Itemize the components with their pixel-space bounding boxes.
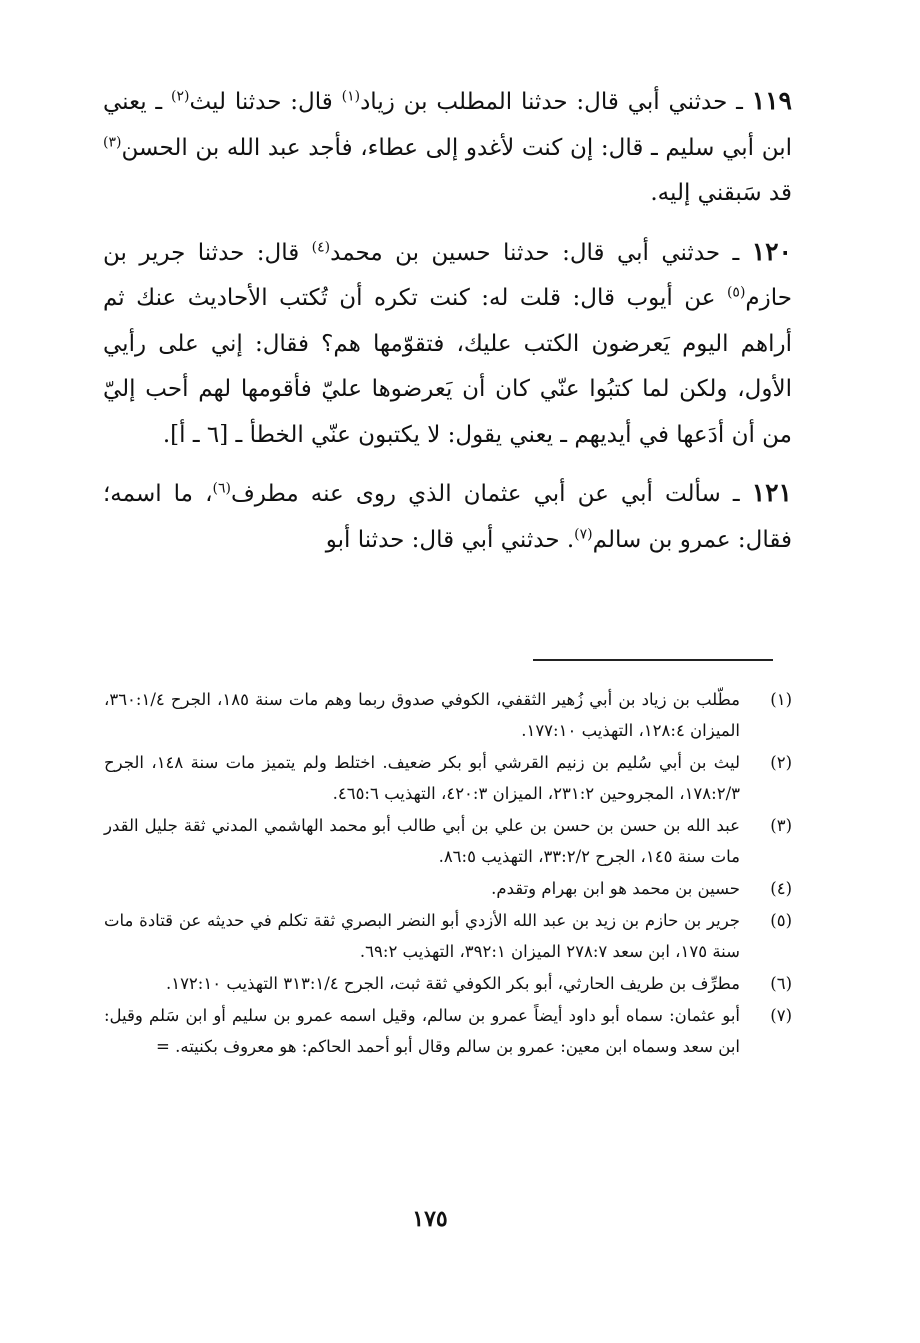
text-segment: ـ سألت أبي عن أبي عثمان الذي روى عنه مطرف bbox=[230, 481, 752, 507]
text-segment: قد سَبقني إليه. bbox=[650, 180, 792, 206]
footnote-number: (٢) bbox=[770, 753, 792, 772]
paragraph-number: ١٢٠ bbox=[751, 236, 792, 266]
text-segment: ـ حدثني أبي قال: حدثنا حسين بن محمد bbox=[330, 239, 752, 266]
paragraph-number: ١٢١ bbox=[751, 478, 792, 507]
text-segment: . حدثني أبي قال: حدثنا أبو bbox=[325, 526, 575, 553]
footnote-ref: (٦) bbox=[212, 480, 231, 497]
footnote bbox=[104, 1000, 792, 1062]
footnote bbox=[104, 810, 792, 872]
footnote-number: (٥) bbox=[770, 911, 792, 930]
footnote-text: مطّلب بن زياد بن أبي زُهير الثقفي، الكوفي صدوق ربما وهم مات سنة ١٨٥، الجرح ٣٦٠:١/٤، الميزان ١٢٨:٤، التهذيب ١٧٧:١٠. bbox=[104, 690, 740, 740]
footnote-text: حسين بن محمد هو ابن بهرام وتقدم. bbox=[491, 879, 740, 898]
main-text bbox=[103, 78, 792, 575]
footnote bbox=[104, 905, 792, 967]
footnote-ref: (١) bbox=[341, 88, 361, 105]
footnote-ref: (٤) bbox=[311, 238, 331, 255]
footnote-text: مطرِّف بن طريف الحارثي، أبو بكر الكوفي ثقة ثبت، الجرح ٣١٣:١/٤ التهذيب ١٧٢:١٠. bbox=[165, 974, 740, 993]
footnote-text: أبو عثمان: سماه أبو داود أيضاً عمرو بن سالم، وقيل اسمه عمرو بن سليم أو ابن سَلم وقيل: ابن سعد وسماه ابن معين: عمرو بن سالم وقال أبو أحمد الحاكم: هو معروف بكنيته. = bbox=[104, 1006, 740, 1056]
footnote bbox=[104, 873, 792, 904]
footnote-ref: (٧) bbox=[574, 525, 593, 542]
footnote-text: عبد الله بن حسن بن حسن بن علي بن أبي طالب أبو محمد الهاشمي المدني ثقة جليل القدر مات سنة ١٤٥، الجرح ٣٣:٢/٢، التهذيب ٨٦:٥. bbox=[104, 816, 740, 866]
paragraph-number: ١١٩ bbox=[751, 86, 792, 115]
footnote bbox=[104, 747, 792, 809]
paragraph-121 bbox=[103, 470, 792, 563]
paragraph-120 bbox=[103, 229, 792, 459]
paragraph-119 bbox=[103, 78, 792, 217]
footnote bbox=[104, 968, 792, 999]
footnote-ref: (٥) bbox=[726, 284, 746, 301]
text-segment: عن أيوب قال: قلت له: كنت تكره أن تُكتب الأحاديث عنك ثم أراهم اليوم يَعرضون الكتب عليك، فتقوّمها هم؟ فقال: إني على رأيي الأول، ولكن لما كتبُوا عنّي كان أن يَعرضوها عليّ فأقومها لهم أحب إليّ من أن أدَعها في أيديهم ـ يعني يقول: لا يكتبون عنّي الخطأ ـ [٦ ـ أ]. bbox=[103, 285, 792, 448]
footnote-separator bbox=[533, 659, 773, 661]
footnote-number: (٦) bbox=[770, 974, 792, 993]
text-segment: قال: حدثنا جرير بن حازم bbox=[103, 239, 792, 311]
page-number: ١٧٥ bbox=[412, 1206, 448, 1232]
footnote-number: (٣) bbox=[770, 816, 792, 835]
footnote-text: جرير بن حازم بن زيد بن عبد الله الأزدي أبو النضر البصري ثقة تكلم في حديثه عن قتادة مات سنة ١٧٥، ابن سعد ٢٧٨:٧ الميزان ٣٩٢:١، التهذيب ٦٩:٢. bbox=[104, 911, 740, 961]
text-segment: قال: حدثنا ليث bbox=[189, 89, 342, 115]
footnote-number: (١) bbox=[770, 690, 792, 709]
text-segment: ـ حدثني أبي قال: حدثنا المطلب بن زياد bbox=[360, 89, 752, 115]
footnote bbox=[104, 684, 792, 746]
footnotes bbox=[104, 684, 792, 1063]
footnote-ref: (٣) bbox=[103, 133, 122, 150]
footnote-ref: (٢) bbox=[171, 88, 190, 105]
footnote-text: ليث بن أبي سُليم بن زنيم القرشي أبو بكر ضعيف. اختلط ولم يتميز مات سنة ١٤٨، الجرح ١٧٨:٢/٣، المجروحين ٢٣١:٢، الميزان ٤٢٠:٣، التهذيب ٤٦٥:٦. bbox=[104, 753, 740, 803]
text-segment: ـ يعني ابن أبي سليم ـ قال: إن كنت لأغدو إلى عطاء، فأجد عبد الله بن الحسن bbox=[103, 89, 792, 161]
footnote-number: (٤) bbox=[770, 879, 792, 898]
footnote-number: (٧) bbox=[770, 1006, 792, 1025]
text-segment: ، ما اسمه؛ فقال: عمرو بن سالم bbox=[103, 481, 792, 553]
